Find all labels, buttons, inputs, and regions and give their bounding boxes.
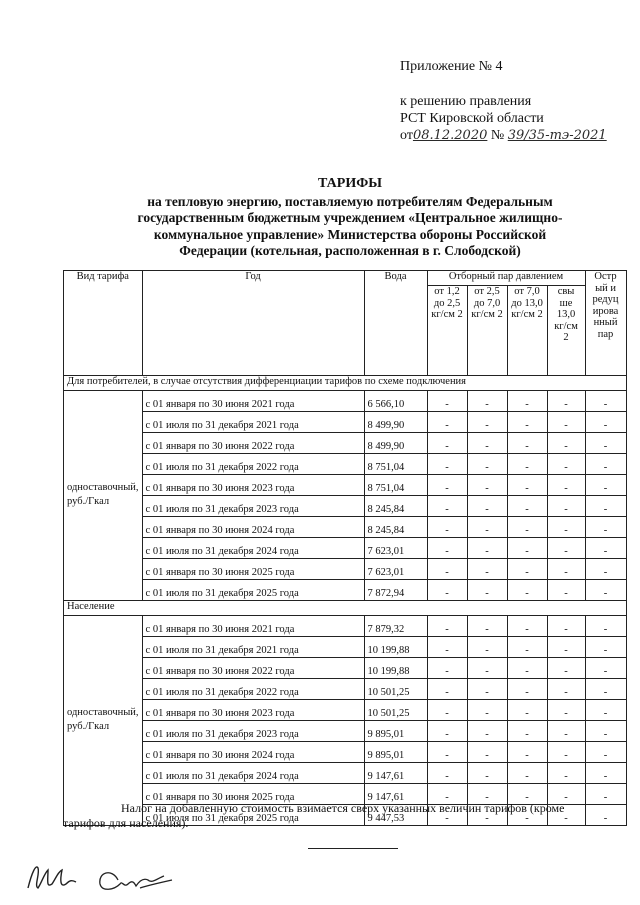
empty-value-cell: - xyxy=(585,517,626,538)
period-cell: с 01 января по 30 июня 2021 года xyxy=(142,391,364,412)
empty-value-cell: - xyxy=(547,475,585,496)
title-line-1: на тепловую энергию, поставляемую потребителям Федеральным xyxy=(147,193,553,209)
empty-value-cell: - xyxy=(427,433,467,454)
tariff-table xyxy=(63,270,627,826)
ref-prefix: от xyxy=(400,128,413,143)
table-row xyxy=(64,475,627,496)
table-row xyxy=(64,454,627,475)
ref-number-label: № xyxy=(490,128,505,143)
signature-1 xyxy=(28,867,76,888)
empty-value-cell: - xyxy=(507,616,547,637)
empty-value-cell: - xyxy=(547,412,585,433)
period-cell: с 01 января по 30 июня 2023 года xyxy=(142,700,364,721)
empty-value-cell: - xyxy=(547,559,585,580)
empty-value-cell: - xyxy=(467,700,507,721)
empty-value-cell: - xyxy=(547,805,585,826)
table-row xyxy=(64,391,627,412)
period-cell: с 01 июля по 31 декабря 2023 года xyxy=(142,496,364,517)
empty-value-cell: - xyxy=(467,679,507,700)
table-row xyxy=(64,496,627,517)
water-value-cell: 6 566,10 xyxy=(364,391,427,412)
empty-value-cell: - xyxy=(427,763,467,784)
empty-value-cell: - xyxy=(427,616,467,637)
empty-value-cell: - xyxy=(585,784,626,805)
table-row xyxy=(64,658,627,679)
signatures xyxy=(22,858,192,898)
table-row xyxy=(64,616,627,637)
water-value-cell: 8 751,04 xyxy=(364,454,427,475)
empty-value-cell: - xyxy=(507,784,547,805)
header-water: Вода xyxy=(364,271,427,376)
empty-value-cell: - xyxy=(547,784,585,805)
empty-value-cell: - xyxy=(585,454,626,475)
water-value-cell: 8 499,90 xyxy=(364,412,427,433)
empty-value-cell: - xyxy=(467,805,507,826)
empty-value-cell: - xyxy=(427,517,467,538)
empty-value-cell: - xyxy=(547,637,585,658)
empty-value-cell: - xyxy=(585,580,626,601)
empty-value-cell: - xyxy=(547,679,585,700)
empty-value-cell: - xyxy=(467,721,507,742)
water-value-cell: 8 751,04 xyxy=(364,475,427,496)
empty-value-cell: - xyxy=(427,721,467,742)
section-consumers-body xyxy=(64,376,627,601)
empty-value-cell: - xyxy=(585,616,626,637)
empty-value-cell: - xyxy=(507,412,547,433)
appendix-label: Приложение № 4 xyxy=(400,59,503,74)
empty-value-cell: - xyxy=(467,433,507,454)
empty-value-cell: - xyxy=(547,658,585,679)
empty-value-cell: - xyxy=(427,391,467,412)
empty-value-cell: - xyxy=(547,538,585,559)
water-value-cell: 7 623,01 xyxy=(364,559,427,580)
empty-value-cell: - xyxy=(585,433,626,454)
empty-value-cell: - xyxy=(467,475,507,496)
period-cell: с 01 января по 30 июня 2025 года xyxy=(142,784,364,805)
empty-value-cell: - xyxy=(507,721,547,742)
empty-value-cell: - xyxy=(585,763,626,784)
empty-value-cell: - xyxy=(427,637,467,658)
empty-value-cell: - xyxy=(467,517,507,538)
period-cell: с 01 января по 30 июня 2025 года xyxy=(142,559,364,580)
empty-value-cell: - xyxy=(467,580,507,601)
empty-value-cell: - xyxy=(427,559,467,580)
ref-date: 08.12.2020 xyxy=(412,128,488,143)
empty-value-cell: - xyxy=(547,616,585,637)
empty-value-cell: - xyxy=(467,742,507,763)
empty-value-cell: - xyxy=(585,538,626,559)
water-value-cell: 7 879,32 xyxy=(364,616,427,637)
empty-value-cell: - xyxy=(467,658,507,679)
header-steam-1: от 1,2 до 2,5 кг/см 2 xyxy=(427,286,467,376)
signature-2 xyxy=(100,873,172,890)
empty-value-cell: - xyxy=(427,454,467,475)
title-heading: ТАРИФЫ xyxy=(318,176,382,191)
empty-value-cell: - xyxy=(427,475,467,496)
empty-value-cell: - xyxy=(585,700,626,721)
empty-value-cell: - xyxy=(585,679,626,700)
section-population-body xyxy=(64,601,627,826)
empty-value-cell: - xyxy=(547,517,585,538)
table-row xyxy=(64,580,627,601)
empty-value-cell: - xyxy=(507,580,547,601)
empty-value-cell: - xyxy=(547,763,585,784)
empty-value-cell: - xyxy=(427,538,467,559)
water-value-cell: 10 199,88 xyxy=(364,658,427,679)
empty-value-cell: - xyxy=(507,805,547,826)
water-value-cell: 9 147,61 xyxy=(364,763,427,784)
table-row xyxy=(64,637,627,658)
empty-value-cell: - xyxy=(547,721,585,742)
table-row xyxy=(64,679,627,700)
water-value-cell: 8 245,84 xyxy=(364,517,427,538)
header-steam-4: свы ше 13,0 кг/см 2 xyxy=(547,286,585,376)
population-kind-cell: одноставочный, руб./Гкал xyxy=(64,616,143,826)
empty-value-cell: - xyxy=(547,496,585,517)
period-cell: с 01 июля по 31 декабря 2022 года xyxy=(142,454,364,475)
table-row xyxy=(64,742,627,763)
water-value-cell: 7 872,94 xyxy=(364,580,427,601)
empty-value-cell: - xyxy=(507,559,547,580)
water-value-cell: 10 501,25 xyxy=(364,679,427,700)
header-steam-2: от 2,5 до 7,0 кг/см 2 xyxy=(467,286,507,376)
title-line-3: коммунальное управление» Министерства обороны Российской xyxy=(153,226,547,242)
empty-value-cell: - xyxy=(507,700,547,721)
empty-value-cell: - xyxy=(467,559,507,580)
empty-value-cell: - xyxy=(547,742,585,763)
water-value-cell: 9 147,61 xyxy=(364,784,427,805)
empty-value-cell: - xyxy=(427,700,467,721)
header-sharp-steam: Остр ый и редуц ирова нный пар xyxy=(585,271,626,376)
title-line-4: Федерации (котельная, расположенная в г. Слободской) xyxy=(179,243,521,258)
consumers-kind-cell: одноставочный, руб./Гкал xyxy=(64,391,143,601)
empty-value-cell: - xyxy=(507,742,547,763)
empty-value-cell: - xyxy=(507,763,547,784)
water-value-cell: 9 447,53 xyxy=(364,805,427,826)
empty-value-cell: - xyxy=(547,580,585,601)
water-value-cell: 10 501,25 xyxy=(364,700,427,721)
empty-value-cell: - xyxy=(507,391,547,412)
header-steam-3: от 7,0 до 13,0 кг/см 2 xyxy=(507,286,547,376)
period-cell: с 01 июля по 31 декабря 2022 года xyxy=(142,679,364,700)
empty-value-cell: - xyxy=(547,391,585,412)
water-value-cell: 8 499,90 xyxy=(364,433,427,454)
table-row xyxy=(64,721,627,742)
empty-value-cell: - xyxy=(507,517,547,538)
period-cell: с 01 июля по 31 декабря 2021 года xyxy=(142,637,364,658)
empty-value-cell: - xyxy=(585,637,626,658)
table-row xyxy=(64,700,627,721)
empty-value-cell: - xyxy=(507,538,547,559)
water-value-cell: 9 895,01 xyxy=(364,742,427,763)
vat-note: Налог на добавленную стоимость взимается сверх указанных величин тарифов (кроме тарифов для населения). xyxy=(63,801,565,830)
ref-number: 39/35-тэ-2021 xyxy=(507,128,607,143)
table-row xyxy=(64,559,627,580)
water-value-cell: 9 895,01 xyxy=(364,721,427,742)
empty-value-cell: - xyxy=(547,700,585,721)
header-year: Год xyxy=(142,271,364,376)
empty-value-cell: - xyxy=(467,538,507,559)
period-cell: с 01 января по 30 июня 2024 года xyxy=(142,742,364,763)
empty-value-cell: - xyxy=(507,637,547,658)
ref-line-2: РСТ Кировской области xyxy=(400,111,544,126)
empty-value-cell: - xyxy=(467,496,507,517)
empty-value-cell: - xyxy=(507,658,547,679)
period-cell: с 01 января по 30 июня 2022 года xyxy=(142,433,364,454)
empty-value-cell: - xyxy=(585,475,626,496)
water-value-cell: 10 199,88 xyxy=(364,637,427,658)
table-row xyxy=(64,433,627,454)
empty-value-cell: - xyxy=(427,784,467,805)
empty-value-cell: - xyxy=(427,658,467,679)
empty-value-cell: - xyxy=(427,580,467,601)
title-line-2: государственным бюджетным учреждением «Центральное жилищно- xyxy=(137,210,563,225)
period-cell: с 01 июля по 31 декабря 2025 года xyxy=(142,805,364,826)
table-row xyxy=(64,538,627,559)
document-title xyxy=(60,176,640,260)
period-cell: с 01 января по 30 июня 2022 года xyxy=(142,658,364,679)
empty-value-cell: - xyxy=(507,679,547,700)
empty-value-cell: - xyxy=(547,454,585,475)
empty-value-cell: - xyxy=(467,412,507,433)
period-cell: с 01 июля по 31 декабря 2023 года xyxy=(142,721,364,742)
empty-value-cell: - xyxy=(467,391,507,412)
empty-value-cell: - xyxy=(507,475,547,496)
table-row xyxy=(64,517,627,538)
empty-value-cell: - xyxy=(585,559,626,580)
section-consumers: Для потребителей, в случае отсутствия дифференциации тарифов по схеме подключения xyxy=(64,376,627,391)
water-value-cell: 8 245,84 xyxy=(364,496,427,517)
period-cell: с 01 июля по 31 декабря 2025 года xyxy=(142,580,364,601)
empty-value-cell: - xyxy=(585,412,626,433)
ref-line-1: к решению правления xyxy=(400,94,532,109)
empty-value-cell: - xyxy=(547,433,585,454)
ref-line-3 xyxy=(400,127,607,144)
empty-value-cell: - xyxy=(427,496,467,517)
period-cell: с 01 января по 30 июня 2021 года xyxy=(142,616,364,637)
empty-value-cell: - xyxy=(427,412,467,433)
empty-value-cell: - xyxy=(467,763,507,784)
period-cell: с 01 января по 30 июня 2023 года xyxy=(142,475,364,496)
empty-value-cell: - xyxy=(507,433,547,454)
empty-value-cell: - xyxy=(507,496,547,517)
empty-value-cell: - xyxy=(585,721,626,742)
empty-value-cell: - xyxy=(585,496,626,517)
period-cell: с 01 июля по 31 декабря 2021 года xyxy=(142,412,364,433)
empty-value-cell: - xyxy=(585,805,626,826)
table-row xyxy=(64,763,627,784)
empty-value-cell: - xyxy=(585,658,626,679)
empty-value-cell: - xyxy=(467,784,507,805)
period-cell: с 01 января по 30 июня 2024 года xyxy=(142,517,364,538)
water-value-cell: 7 623,01 xyxy=(364,538,427,559)
empty-value-cell: - xyxy=(467,637,507,658)
empty-value-cell: - xyxy=(467,616,507,637)
header-steam-group: Отборный пар давлением xyxy=(427,271,585,286)
decision-reference xyxy=(400,93,607,144)
period-cell: с 01 июля по 31 декабря 2024 года xyxy=(142,538,364,559)
empty-value-cell: - xyxy=(585,742,626,763)
divider-line xyxy=(308,848,398,849)
table-row xyxy=(64,412,627,433)
empty-value-cell: - xyxy=(467,454,507,475)
section-population: Население xyxy=(64,601,627,616)
empty-value-cell: - xyxy=(427,742,467,763)
empty-value-cell: - xyxy=(585,391,626,412)
empty-value-cell: - xyxy=(427,679,467,700)
period-cell: с 01 июля по 31 декабря 2024 года xyxy=(142,763,364,784)
empty-value-cell: - xyxy=(427,805,467,826)
header-kind: Вид тарифа xyxy=(64,271,143,376)
empty-value-cell: - xyxy=(507,454,547,475)
